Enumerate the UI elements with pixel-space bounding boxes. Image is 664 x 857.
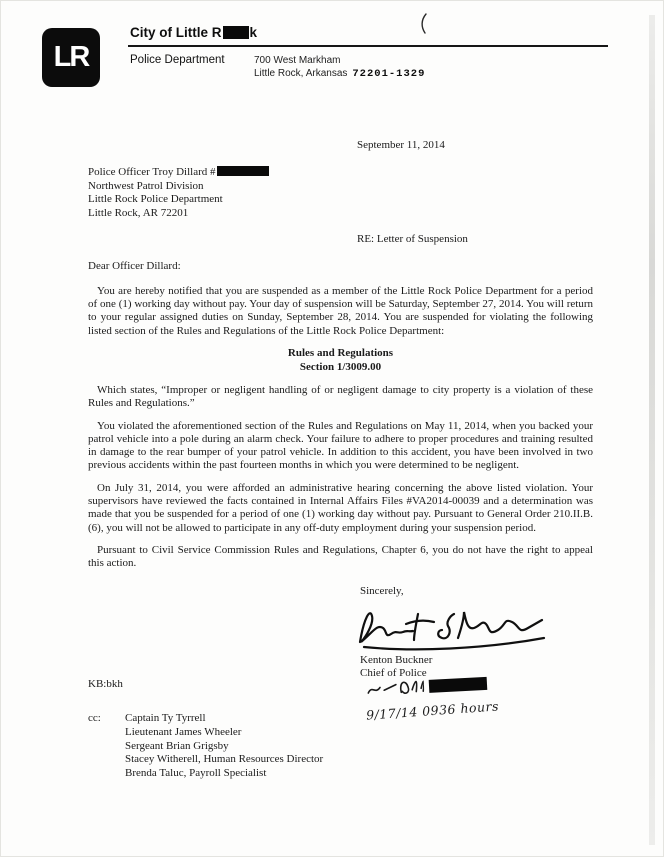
zip-code: 72201-1329 [352, 68, 426, 80]
letter-date: September 11, 2014 [357, 139, 445, 151]
pen-mark-icon [418, 12, 430, 36]
closing-block [360, 585, 552, 681]
redaction-bar-note [429, 676, 488, 692]
paragraph-1: You are hereby notified that you are suspended as a member of the Little Rock Police Department for a period of one (1) working day without pay. Your day of suspension will be Saturday, September 27, 2014. You will return to your regular assigned duties on Sunday, September 28, 2014. You are suspended for violating the following listed section of the Rules and Regulations of the Little Rock Police Department: [88, 285, 593, 337]
cc-item: Sergeant Brian Grigsby [125, 739, 229, 752]
signature-image [352, 602, 552, 654]
reference-initials: KB:bkh [88, 678, 123, 690]
cc-item: Brenda Taluc, Payroll Specialist [125, 767, 267, 780]
paragraph-4: On July 31, 2014, you were afforded an administrative hearing concerning the above listed violation. Your supervisors have reviewed the facts contained in Internal Affairs Files #VA2014-00039 and a determination was made that you be suspended for a period of one (1) working day without pay. Pursuant to General Order 210.II.B.(6), you will not be allowed to participate in any off-duty employment during your suspension period. [88, 481, 593, 534]
city-name-pre: City of Little R [130, 25, 222, 40]
recipient-name: Police Officer Troy Dillard # [88, 166, 269, 180]
redaction-bar-badge-number [217, 166, 269, 176]
city-name [130, 25, 257, 40]
handwritten-scribble [366, 676, 425, 699]
letter-body [88, 285, 593, 580]
header-divider [128, 45, 608, 47]
cc-item: Stacey Witherell, Human Resources Director [125, 753, 324, 766]
salutation: Dear Officer Dillard: [88, 260, 181, 272]
paragraph-3: You violated the aforementioned section of the Rules and Regulations on May 11, 2014, when you backed your patrol vehicle into a pole during an alarm check. Your failure to adhere to proper procedures and training resulted in damage to the rear bumper of your patrol vehicle. In addition to this accident, you have been involved in two previous accidents within the past fourteen months in which you were determined to be negligent. [88, 419, 593, 472]
rules-heading-line-2: Section 1/3009.00 [299, 360, 382, 373]
signer-title: Chief of Police [360, 667, 427, 679]
city-name-post: k [249, 25, 258, 40]
redaction-bar-city [223, 26, 249, 39]
lr-logo-letters: LR [53, 41, 89, 73]
recipient-block [88, 166, 269, 220]
cc-label: cc: [88, 712, 101, 724]
little-rock-lr-logo-icon [42, 28, 100, 87]
scan-edge-artifact [649, 15, 655, 845]
recipient-city: Little Rock, AR 72201 [88, 206, 189, 219]
police-department-label: Police Department [130, 54, 225, 66]
paragraph-5: Pursuant to Civil Service Commission Rules and Regulations, Chapter 6, you do not have the right to appeal this action. [88, 544, 593, 570]
cc-item: Captain Ty Tyrrell [125, 712, 206, 724]
re-line: RE: Letter of Suspension [357, 233, 468, 245]
rules-heading [88, 347, 593, 373]
cc-item: Lieutenant James Wheeler [125, 725, 242, 738]
recipient-division: Northwest Patrol Division [88, 179, 204, 192]
handwritten-date: 9/17/14 0936 hours [365, 698, 500, 723]
signer-name: Kenton Buckner [360, 653, 433, 666]
address-line-1: 700 West Markham [254, 55, 341, 66]
cc-block [88, 712, 323, 781]
letterhead-address [254, 54, 425, 81]
rules-heading-line-1: Rules and Regulations [287, 347, 394, 360]
paragraph-2: Which states, “Improper or negligent handling of or negligent damage to city property is a violation of these Rules and Regulations.” [88, 383, 593, 409]
address-line-2: Little Rock, Arkansas 72201-1329 [254, 68, 426, 80]
sincerely-label: Sincerely, [360, 585, 404, 597]
cc-list [125, 712, 323, 781]
recipient-department: Little Rock Police Department [88, 193, 223, 205]
